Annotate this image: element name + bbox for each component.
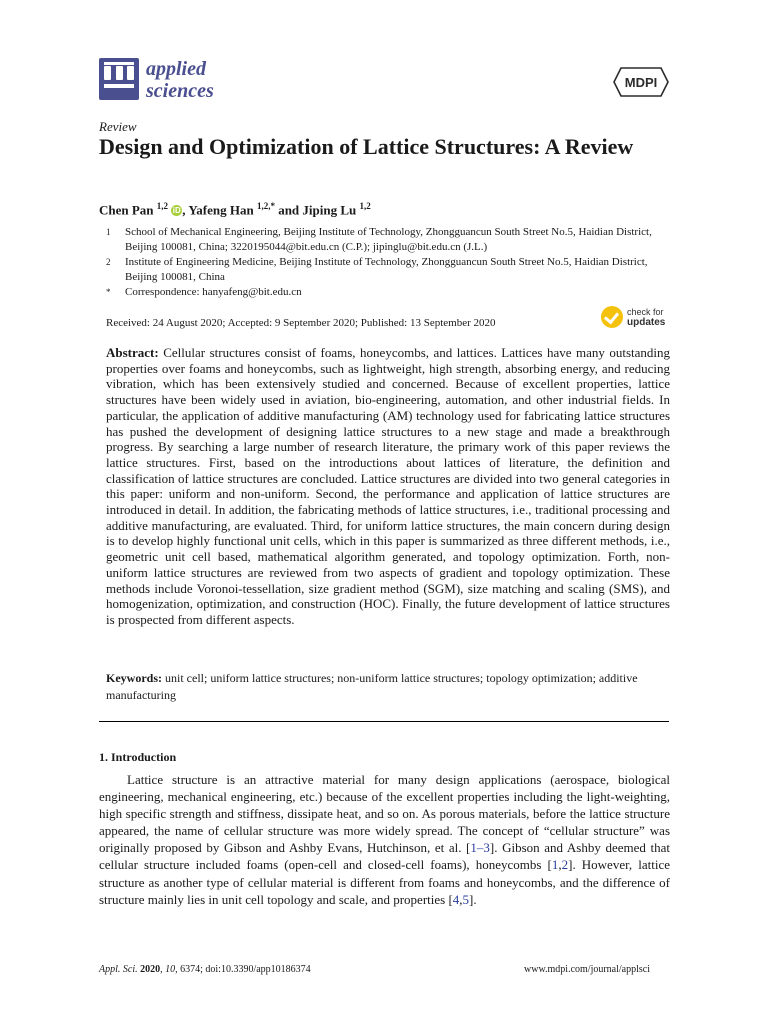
citation-link[interactable]: 1 — [551, 857, 559, 873]
keywords-text: unit cell; uniform lattice structures; non-uniform lattice structures; topology optimization; additive manufacturing — [106, 671, 638, 702]
affiliation-2: 2 Institute of Engineering Medicine, Beijing Institute of Technology, Zhongguancun South Street No.5, Haidian District, Beijing 100081, China — [106, 256, 648, 283]
citation-link[interactable]: 2 — [561, 857, 569, 873]
abstract-label: Abstract: — [106, 345, 159, 360]
keywords-label: Keywords: — [106, 671, 162, 685]
svg-text:MDPI: MDPI — [624, 75, 658, 90]
journal-building-icon — [99, 58, 139, 100]
abstract-text: Cellular structures consist of foams, honeycombs, and lattices. Lattices have many outstanding properties over foams and honeycombs, such as lightweight, high strength, absorbing energy, and reducing vibration, which has been extensively studied and concerned. Because of excellent properties, lattice structures have been widely used in aviation, bio-engineering, automation, and other industrial fields. In particular, the application of additive manufacturing (AM) technology used for fabricating lattice structures has pushed the development of designing lattice structures to a new stage and made a breakthrough progress. By searching a large number of research literature, the primary work of this paper reviews the lattice structures. First, based on the introductions about lattices of literature, the definition and classification of lattice structures are concluded. Lattice structures are divided into two general categories in this paper: uniform and non-uniform. Second, the performance and application of lattice structures are introduced in detail. In addition, the fabricating methods of lattice structures, i.e., traditional processing and additive manufacturing, are evaluated. Third, for uniform lattice structures, the main concern during design is to develop highly functional unit cells, which in this paper is summarized as three different methods, i.e., geometric unit cell based, mathematical algorithm generated, and topology optimization. Forth, non-uniform lattice structures are reviewed from two aspects of gradient and topology optimization. These methods include Voronoi-tessellation, size gradient method (SGM), size matching and scaling (SMS), and homogenization, optimization, and construction (HOC). Finally, the future development of lattice structures is prospected from different aspects. — [106, 345, 671, 627]
journal-name: applied sciences — [146, 58, 214, 102]
abstract — [106, 345, 670, 628]
author-name[interactable]: Yafeng Han — [188, 202, 254, 218]
keywords — [106, 670, 670, 704]
author-name[interactable]: Chen Pan — [99, 202, 154, 218]
citation-link[interactable]: 3 — [483, 840, 490, 856]
journal-logo[interactable] — [99, 58, 214, 102]
correspondence: * Correspondence: hanyafeng@bit.edu.cn — [106, 286, 302, 298]
citation-link[interactable]: 5 — [462, 891, 470, 907]
orcid-icon[interactable]: iD — [172, 206, 181, 216]
affiliation-1: 1 School of Mechanical Engineering, Beijing Institute of Technology, Zhongguancun South Street No.5, Haidian District, Beijing 100081, China; 3220195044@bit.edu.cn (C.P.); jipinglu@bit.edu.cn (J.L.) — [106, 226, 652, 253]
intro-paragraph: Lattice structure is an attractive material for many design applications (aerospace, biological engineering, mechanical engineering, etc.) because of the excellent properties including the light-weighting, high specific strength and stiffness, dissipate heat, and so on. As porous materials, before the lattice structure appeared, the name of cellular structure was more widely spread. The concept of “cellular structure” was originally proposed by Gibson and Ashby Evans, Hutchinson, et al. [1–3]. Gibson and Ashby deemed that cellular structure included foams (open-cell and closed-cell foams), honeycombs [1,2]. However, lattice structure as another type of cellular material is different from foams and honeycombs, and the difference of structure mainly lies in unit cell topology and scale, and properties [4,5]. — [99, 772, 670, 907]
mdpi-logo[interactable] — [613, 67, 669, 102]
check-for-updates-button[interactable]: check for updates — [601, 306, 665, 328]
author-list: Chen Pan $^{1,2}$ iD , Yafeng Han $^{1,2,*}$ and Jiping Lu $^{1,2}$ — [99, 201, 371, 218]
checkmark-icon — [601, 306, 623, 328]
footer-citation: Appl. Sci. 2020, 10, 6374; doi:10.3390/app10186374 — [99, 964, 311, 975]
citation-link[interactable]: 1 — [470, 840, 477, 856]
citation-link[interactable]: 4 — [452, 891, 460, 907]
article-title: Design and Optimization of Lattice Structures: A Review — [99, 134, 634, 159]
footer-journal-url[interactable]: www.mdpi.com/journal/applsci — [524, 964, 650, 975]
section-heading: 1. Introduction — [99, 750, 177, 764]
section-divider — [99, 721, 669, 722]
author-name[interactable]: Jiping Lu — [302, 202, 357, 218]
article-type: Review — [99, 119, 137, 134]
mdpi-hexagon-icon — [613, 67, 669, 97]
publication-dates: Received: 24 August 2020; Accepted: 9 September 2020; Published: 13 September 2020 — [106, 317, 496, 329]
